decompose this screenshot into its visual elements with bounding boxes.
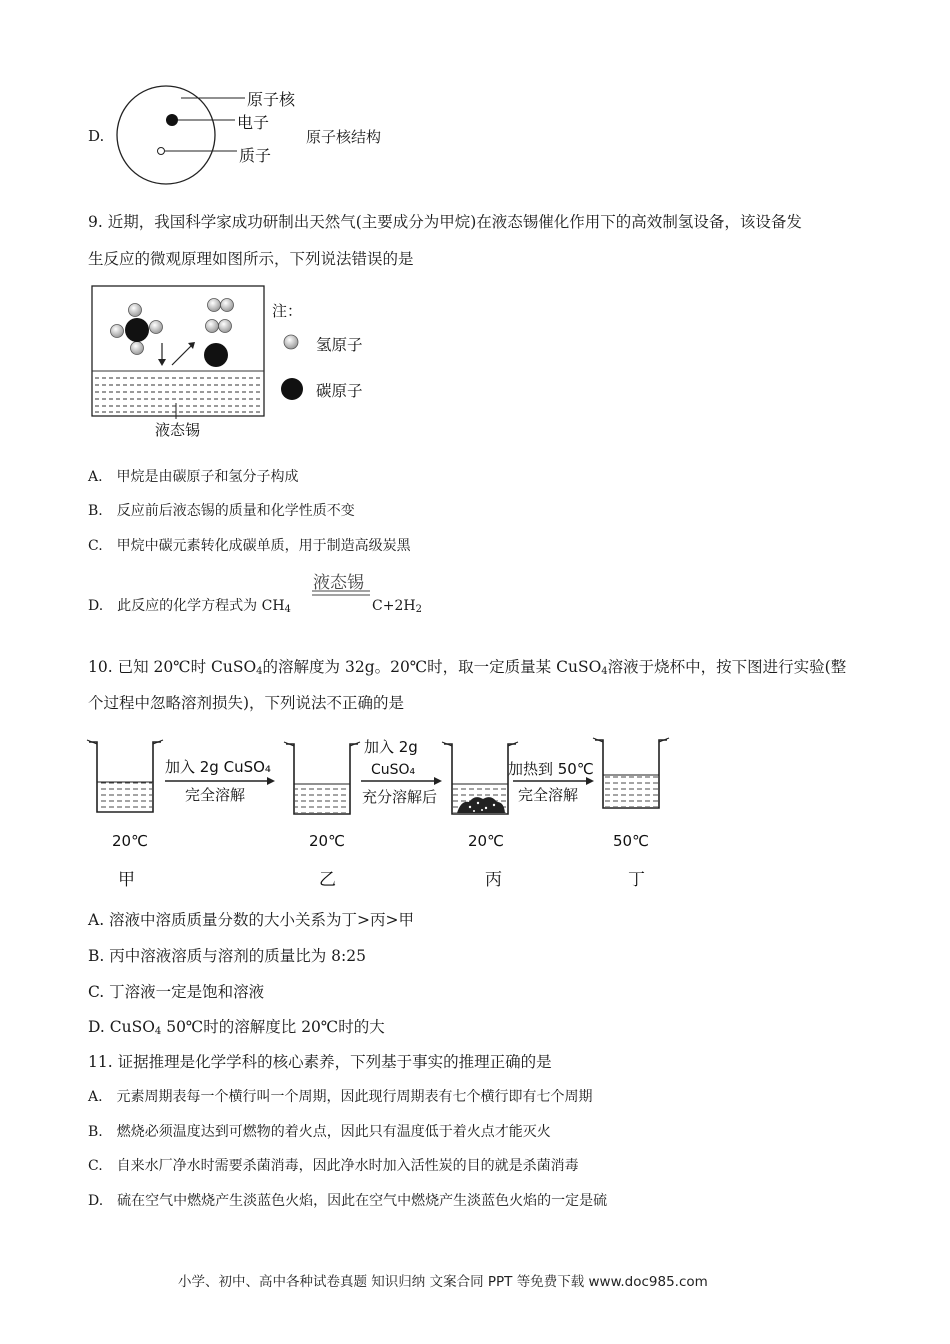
- legend-hydrogen-label: 氢原子: [316, 336, 363, 354]
- methane-reaction-diagram: [88, 283, 388, 443]
- arrow1-top-label: 加入 2g CuSO₄: [165, 758, 271, 776]
- legend-carbon-label: 碳原子: [316, 382, 363, 400]
- nucleus-label: 原子核: [247, 90, 296, 109]
- q9-option-c[interactable]: C. 甲烷中碳元素转化成碳单质，用于制造高级炭黑: [88, 538, 411, 554]
- q9-stem-line2: 生反应的微观原理如图所示，下列说法错误的是: [88, 250, 414, 268]
- arrow1-bottom-label: 完全溶解: [185, 786, 246, 804]
- beaker-yi: [284, 742, 360, 814]
- beaker-experiment-diagram: [85, 732, 675, 892]
- arrow2-top-label-2: CuSO₄: [371, 762, 416, 778]
- q11-stem: 11. 证据推理是化学学科的核心素养，下列基于事实的推理正确的是: [88, 1053, 552, 1071]
- q8-option-d-caption: 原子核结构: [306, 128, 382, 146]
- q9-option-d[interactable]: D. 此反应的化学方程式为 $CH_4$: [88, 598, 291, 615]
- carbon-atom-icon: [281, 378, 303, 400]
- name-jia: 甲: [118, 870, 135, 890]
- name-ding: 丁: [628, 870, 645, 890]
- atom-structure-diagram: [105, 80, 305, 185]
- q11-option-c[interactable]: C. 自来水厂净水时需要杀菌消毒，因此净水时加入活性炭的目的就是杀菌消毒: [88, 1158, 579, 1174]
- page-footer: 小学、初中、高中各种试卷真题 知识归纳 文案合同 PPT 等免费下载 www.doc985.com: [178, 1274, 708, 1290]
- q10-stem-line2: 个过程中忽略溶剂损失)，下列说法不正确的是: [88, 694, 405, 712]
- hydrogen-atom-icon: [284, 335, 298, 349]
- arrow2-top-label-1: 加入 2g: [364, 738, 418, 756]
- equation-double-line: [312, 590, 374, 598]
- proton-label: 质子: [239, 146, 272, 165]
- temp-yi: 20℃: [309, 832, 345, 850]
- q8-option-d-letter: D.: [88, 127, 105, 145]
- q10-option-b[interactable]: B. 丙中溶液溶质与溶剂的质量比为 8:25: [88, 947, 366, 965]
- liquid-tin-label: 液态锡: [155, 421, 201, 439]
- q11-option-a[interactable]: A. 元素周期表每一个横行叫一个周期，因此现行周期表有七个横行即有七个周期: [88, 1089, 593, 1105]
- q9-option-b[interactable]: B. 反应前后液态锡的质量和化学性质不变: [88, 503, 355, 519]
- name-yi: 乙: [319, 870, 336, 890]
- temp-ding: 50℃: [613, 832, 649, 850]
- name-bing: 丙: [485, 870, 502, 890]
- arrow3-top-label: 加热到 50℃: [508, 760, 594, 778]
- q11-option-b[interactable]: B. 燃烧必须温度达到可燃物的着火点，因此只有温度低于着火点才能灭火: [88, 1124, 551, 1140]
- temp-jia: 20℃: [112, 832, 148, 850]
- beaker-bing: [442, 742, 518, 814]
- arrow3-bottom-label: 完全溶解: [518, 786, 579, 804]
- q11-option-d[interactable]: D. 硫在空气中燃烧产生淡蓝色火焰，因此在空气中燃烧产生淡蓝色火焰的一定是硫: [88, 1193, 608, 1209]
- beaker-jia: [87, 740, 163, 812]
- legend-note-title: 注：: [272, 302, 303, 320]
- beaker-ding: [593, 738, 669, 808]
- q9-option-d-condition: 液态锡: [313, 573, 364, 593]
- q10-option-a[interactable]: A. 溶液中溶质质量分数的大小关系为丁>丙>甲: [88, 911, 415, 929]
- electron-label: 电子: [237, 113, 270, 132]
- temp-bing: 20℃: [468, 832, 504, 850]
- q9-stem-line1: 9. 近期，我国科学家成功研制出天然气(主要成分为甲烷)在液态锡催化作用下的高效制氢设备，该设备发: [88, 213, 802, 231]
- q9-option-a[interactable]: A. 甲烷是由碳原子和氢分子构成: [88, 469, 299, 485]
- electron-dot: [166, 114, 178, 126]
- q10-option-c[interactable]: C. 丁溶液一定是饱和溶液: [88, 983, 265, 1001]
- q9-option-d-prefix: D. 此反应的化学方程式为 CH: [88, 598, 285, 614]
- q10-stem-line1: 10. 已知 20℃时 CuSO$_4$的溶解度为 32g。20℃时，取一定质量某 CuSO$_4$溶液于烧杯中，按下图进行实验(整: [88, 658, 847, 677]
- arrow2-bottom-label: 充分溶解后: [362, 788, 438, 806]
- q10-option-d[interactable]: D. CuSO$_4$ 50℃时的溶解度比 20℃时的大: [88, 1018, 385, 1037]
- q9-option-d-products: $C+2H_2$: [372, 598, 422, 615]
